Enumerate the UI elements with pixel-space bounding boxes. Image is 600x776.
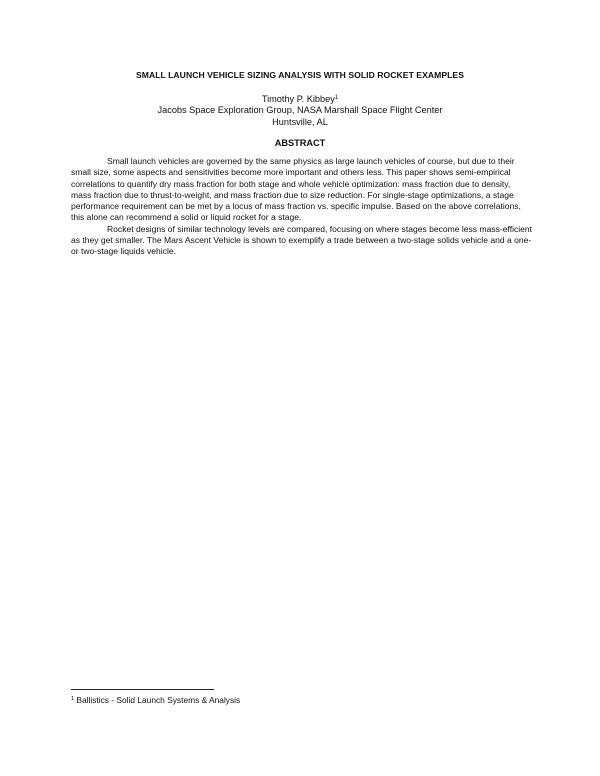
- author-block: [0, 93, 600, 128]
- abstract-heading: ABSTRACT: [274, 138, 326, 148]
- abstract-body: [71, 156, 533, 258]
- author-affiliation: Jacobs Space Exploration Group, NASA Marshall Space Flight Center: [157, 105, 443, 116]
- author-location: Huntsville, AL: [272, 116, 328, 127]
- abstract-paragraph: Rocket designs of similar technology levels are compared, focusing on where stages become less mass-efficient as they get smaller. The Mars Ascent Vehicle is shown to exemplify a trade between a two-stage solids vehicle and a one- or two-stage liquids vehicle.: [71, 223, 533, 257]
- footnote-mark: 1: [71, 696, 75, 702]
- paper-title: SMALL LAUNCH VEHICLE SIZING ANALYSIS WITH SOLID ROCKET EXAMPLES: [136, 70, 464, 80]
- author-footnote-mark: 1: [334, 95, 339, 101]
- footnote-text: Ballistics - Solid Launch Systems & Analysis: [74, 695, 241, 705]
- author-name: Timothy P. Kibbey: [261, 94, 335, 104]
- footnote: [71, 695, 240, 705]
- author-line: [0, 93, 600, 105]
- abstract-paragraph: Small launch vehicles are governed by the same physics as large launch vehicles of course, but due to their small size, some aspects and sensitivities become more important and others less. This paper shows semi-empirical correlations to quantify dry mass fraction for both stage and whole vehicle optimization: mass fraction due to density, mass fraction due to thrust-to-weight, and mass fraction due to size reduction. For single-stage optimizations, a stage performance requirement can be met by a locus of mass fraction vs. specific impulse. Based on the above correlations, this alone can recommend a solid or liquid rocket for a stage.: [71, 156, 521, 223]
- footnote-divider: [71, 689, 214, 690]
